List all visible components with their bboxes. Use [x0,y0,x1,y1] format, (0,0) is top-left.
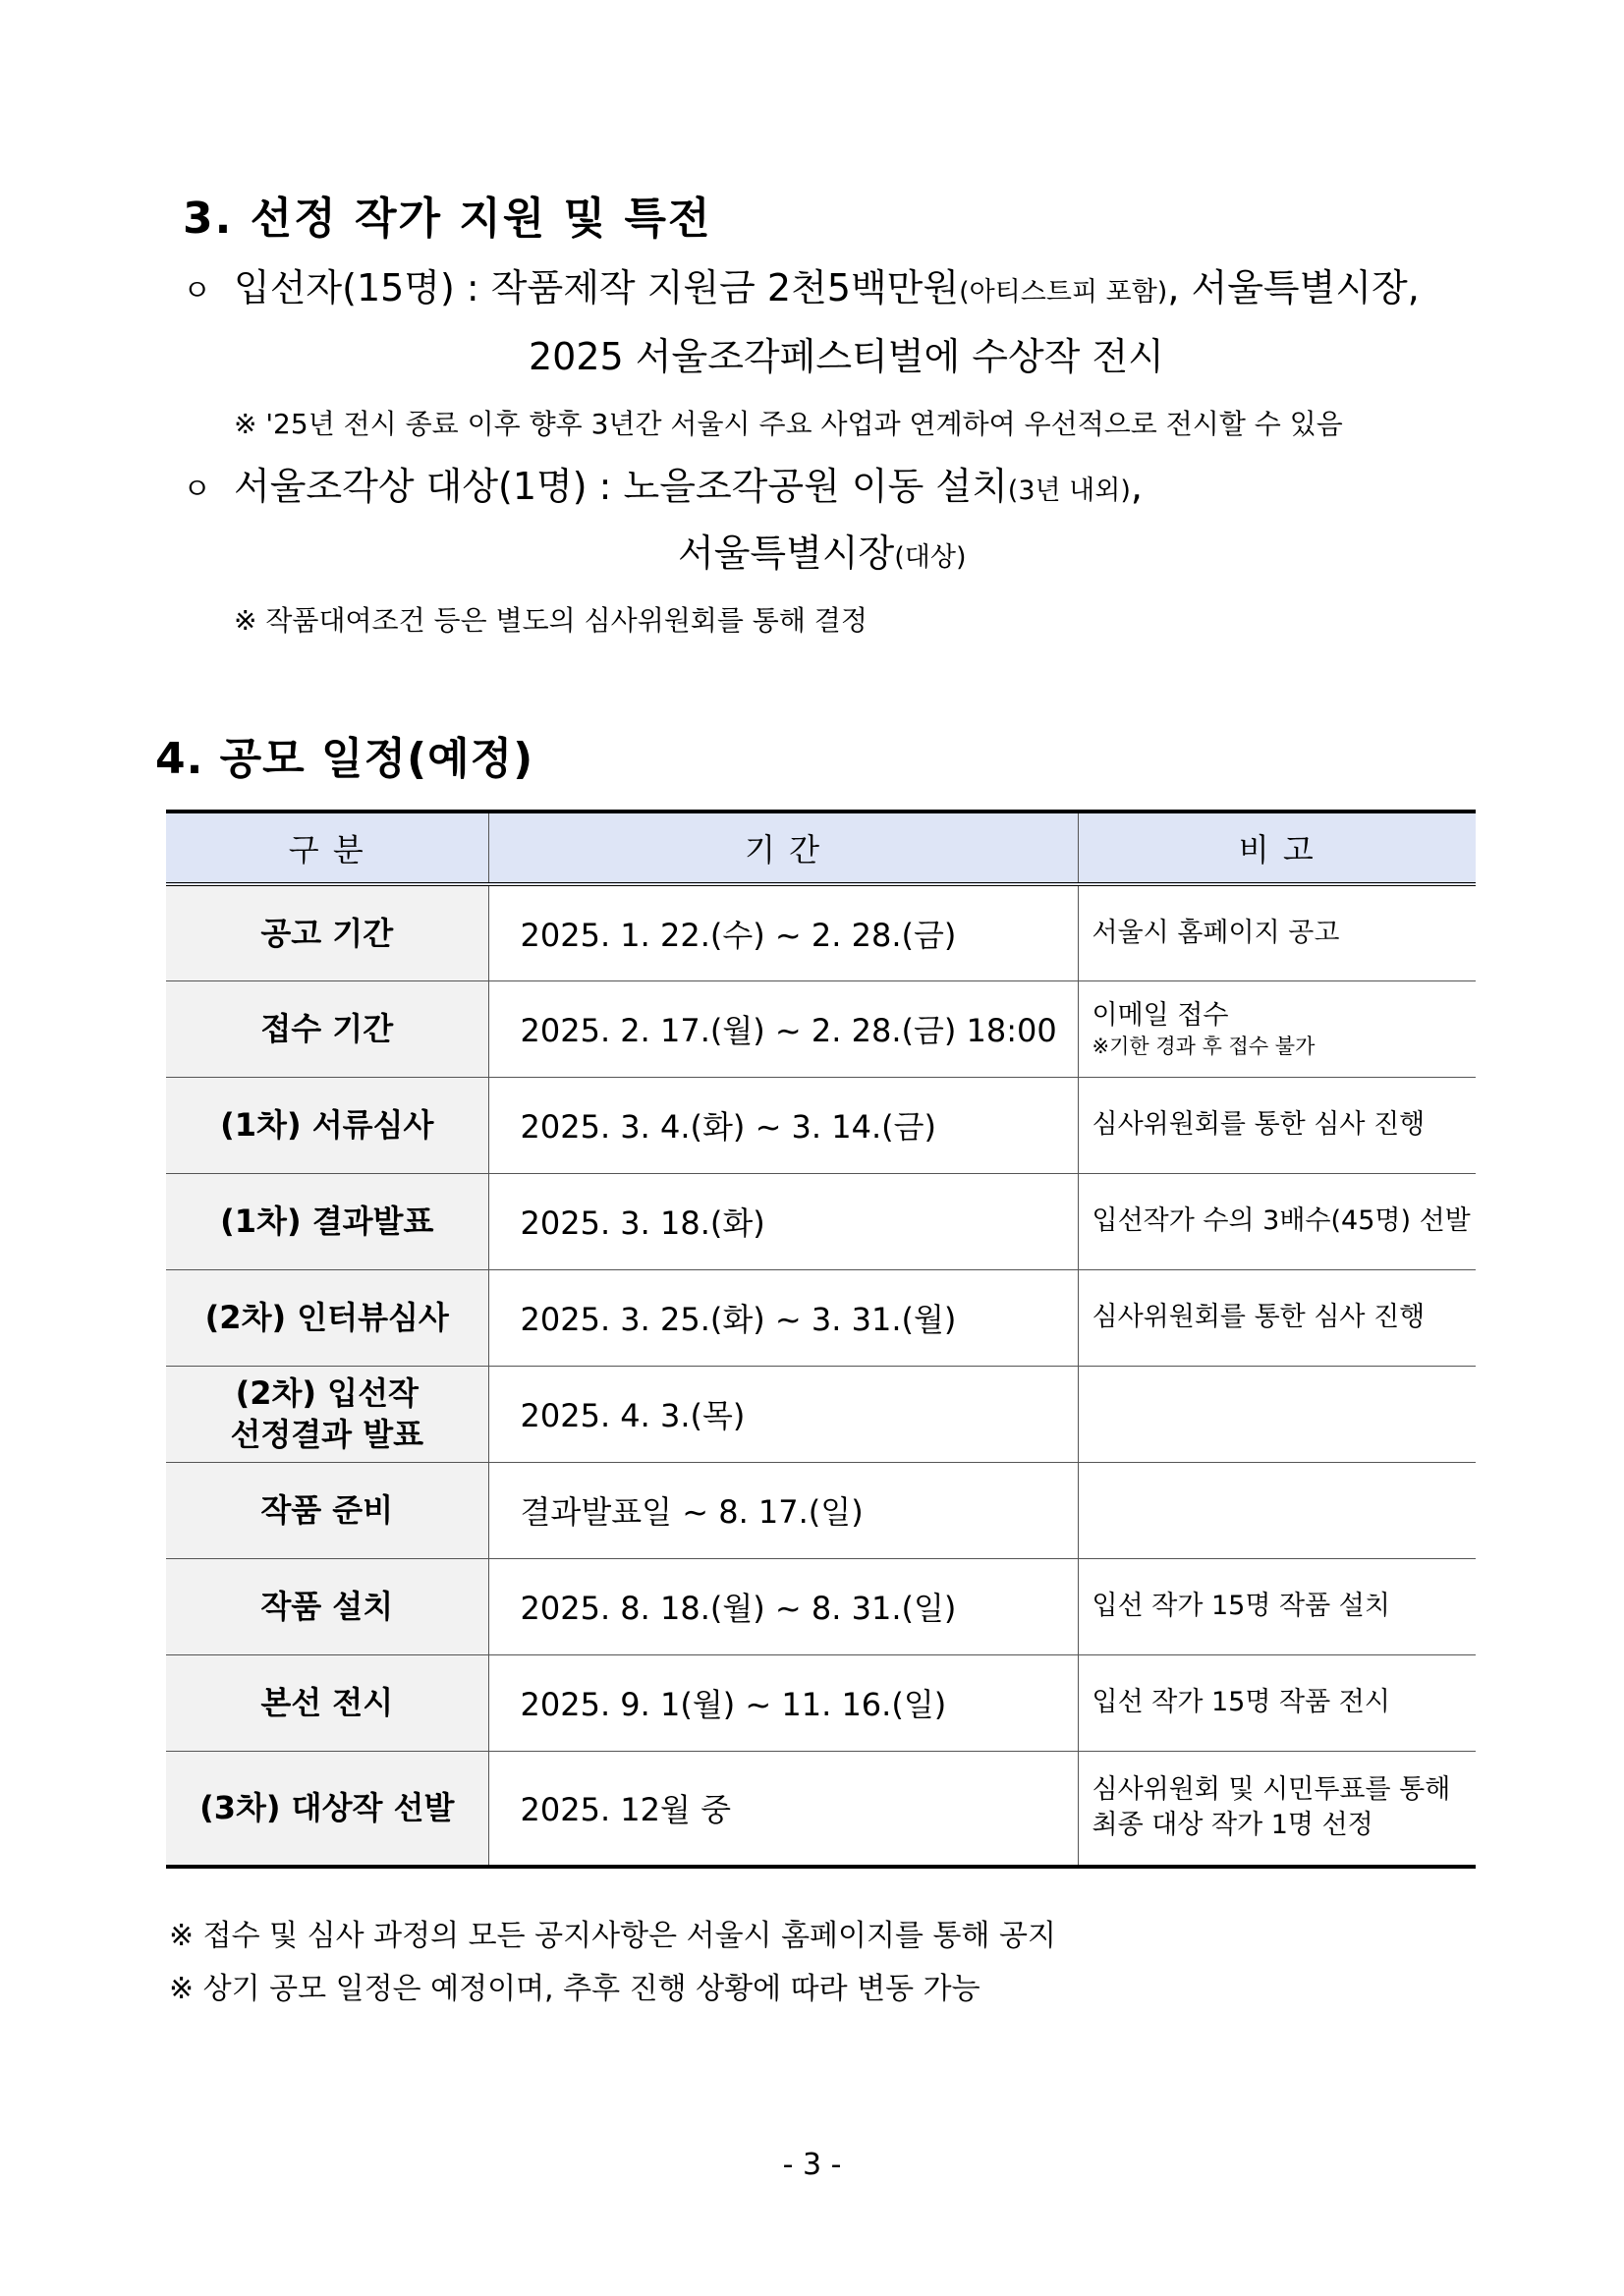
row-category: (3차) 대상작 선발 [166,1751,488,1867]
finalist-note: ※ '25년 전시 종료 이후 향후 3년간 서울시 주요 사업과 연계하여 우선적으로 전시할 수 있음 [234,408,1343,440]
row-remark: 심사위원회를 통한 심사 진행 [1078,1269,1476,1366]
row-remark: 입선작가 수의 3배수(45명) 선발 [1078,1173,1476,1269]
row-period: 2025. 3. 25.(화) ~ 3. 31.(월) [488,1269,1078,1366]
row-remark: 서울시 홈페이지 공고 [1078,884,1476,980]
table-row [166,980,1476,1077]
grand-prize-award-name: 서울특별시장 [678,532,895,575]
table-row [166,1366,1476,1462]
remark-line2: 최종 대상 작가 1명 선정 [1092,1810,1373,1841]
table-row [166,1654,1476,1751]
row-category: 작품 설치 [166,1558,488,1654]
category-line2: 선정결과 발표 [230,1416,424,1453]
row-period: 2025. 3. 4.(화) ~ 3. 14.(금) [488,1077,1078,1173]
category-line1: (2차) 입선작 [235,1374,419,1412]
schedule-note-1: ※ 접수 및 심사 과정의 모든 공지사항은 서울시 홈페이지를 통해 공지 [169,1919,1056,1953]
row-category: 접수 기간 [166,980,488,1077]
row-period: 2025. 12월 중 [488,1751,1078,1867]
row-remark: 입선 작가 15명 작품 설치 [1078,1558,1476,1654]
remark-line1: 심사위원회 및 시민투표를 통해 [1092,1774,1451,1806]
row-category: (2차) 인터뷰심사 [166,1269,488,1366]
table-row [166,1077,1476,1173]
row-period: 2025. 9. 1(월) ~ 11. 16.(일) [488,1654,1078,1751]
row-category: (1차) 서류심사 [166,1077,488,1173]
row-remark [1078,1462,1476,1558]
row-remark: 입선 작가 15명 작품 전시 [1078,1654,1476,1751]
finalist-benefit-small: (아티스트피 포함) [959,277,1168,308]
grand-prize-note: ※ 작품대여조건 등은 별도의 심사위원회를 통해 결정 [234,604,868,637]
grand-prize-after: , [1130,465,1143,508]
table-row [166,1558,1476,1654]
row-category: 공고 기간 [166,884,488,980]
row-category: 작품 준비 [166,1462,488,1558]
row-period: 2025. 2. 17.(월) ~ 2. 28.(금) 18:00 [488,980,1078,1077]
bullet-icon: ㅇ [183,473,211,507]
grand-prize-text: 서울조각상 대상(1명) : 노을조각공원 이동 설치 [234,465,1008,508]
finalist-benefit-after: , 서울특별시장, [1167,266,1420,309]
schedule-table [166,810,1476,1869]
finalist-benefit-line2: 2025 서울조각페스티벌에 수상작 전시 [529,335,1164,378]
grand-prize-small: (3년 내외) [1007,476,1131,506]
schedule-note-2: ※ 상기 공모 일정은 예정이며, 추후 진행 상황에 따라 변동 가능 [169,1972,980,2006]
row-period: 2025. 1. 22.(수) ~ 2. 28.(금) [488,884,1078,980]
row-period: 2025. 8. 18.(월) ~ 8. 31.(일) [488,1558,1078,1654]
row-category [166,1366,488,1462]
table-row [166,884,1476,980]
table-row [166,1462,1476,1558]
row-category: (1차) 결과발표 [166,1173,488,1269]
table-row [166,1269,1476,1366]
page-number: - 3 - [782,2148,842,2182]
header-period: 기 간 [488,812,1078,884]
row-period: 2025. 3. 18.(화) [488,1173,1078,1269]
bullet-icon: ㅇ [183,274,211,308]
row-period: 2025. 4. 3.(목) [488,1366,1078,1462]
row-remark [1078,1366,1476,1462]
row-remark [1078,1751,1476,1867]
table-row [166,1173,1476,1269]
section-4-title: 4. 공모 일정(예정) [155,734,534,784]
grand-prize-award-small: (대상) [894,542,967,573]
award-item-finalists [183,263,1420,317]
row-remark: 심사위원회를 통한 심사 진행 [1078,1077,1476,1173]
row-remark [1078,980,1476,1077]
award-item-grand-prize [183,462,1143,516]
header-remark: 비 고 [1078,812,1476,884]
section-3-title: 3. 선정 작가 지원 및 특전 [183,194,712,244]
remark-sub: ※기한 경과 후 접수 불가 [1092,1035,1316,1058]
grand-prize-line2 [678,529,966,583]
finalist-benefit-text: 입선자(15명) : 작품제작 지원금 2천5백만원 [234,266,960,309]
row-period: 결과발표일 ~ 8. 17.(일) [488,1462,1078,1558]
remark-main: 이메일 접수 [1092,1000,1229,1031]
table-row [166,1751,1476,1867]
header-category: 구 분 [166,812,488,884]
table-header-row [166,812,1476,884]
row-category: 본선 전시 [166,1654,488,1751]
